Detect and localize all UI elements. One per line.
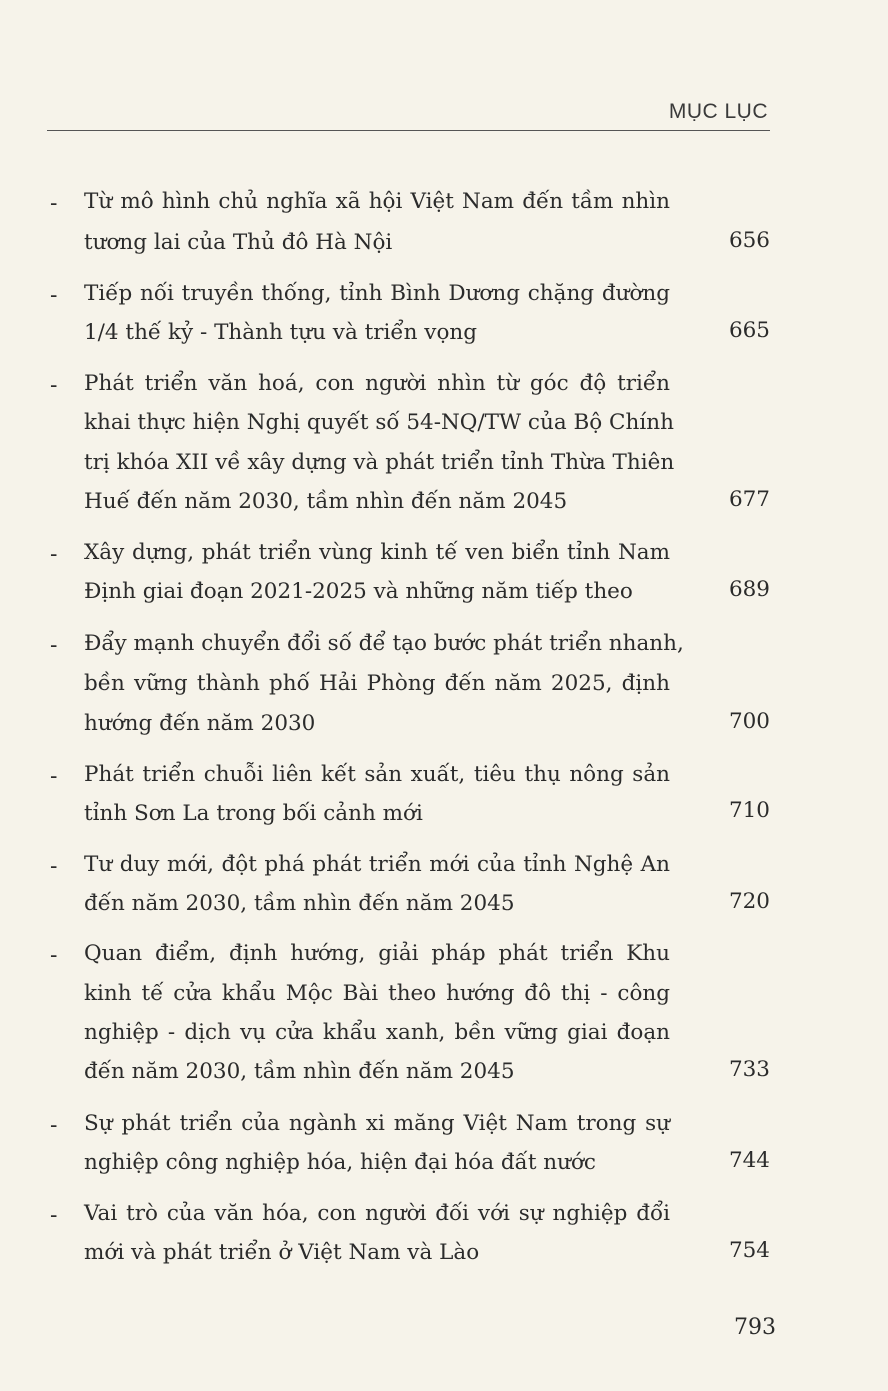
bullet-dash: -	[50, 191, 58, 216]
toc-page-number: 710	[728, 798, 770, 823]
bullet-dash: -	[50, 1113, 58, 1138]
toc-page-number: 754	[728, 1238, 770, 1263]
toc-entry-line: nghiệp - dịch vụ cửa khẩu xanh, bền vững giai đoạn	[84, 1020, 670, 1045]
toc-entry-line: kinh tế cửa khẩu Mộc Bài theo hướng đô thị - công	[84, 981, 670, 1006]
toc-page-number: 656	[728, 228, 770, 253]
toc-entry-line: Xây dựng, phát triển vùng kinh tế ven biển tỉnh Nam	[84, 540, 670, 565]
toc-page-number: 689	[728, 577, 770, 602]
toc-entry-line: 1/4 thế kỷ - Thành tựu và triển vọng	[84, 320, 477, 345]
toc-entry-line: nghiệp công nghiệp hóa, hiện đại hóa đất nước	[84, 1150, 596, 1175]
toc-entry-line: Huế đến năm 2030, tầm nhìn đến năm 2045	[84, 489, 568, 514]
toc-page-number: 720	[728, 889, 770, 914]
toc-page-number: 665	[728, 318, 770, 343]
bullet-dash: -	[50, 764, 58, 789]
toc-entry-line: khai thực hiện Nghị quyết số 54-NQ/TW của Bộ Chính	[84, 410, 674, 435]
toc-entry-line: Phát triển văn hoá, con người nhìn từ góc độ triển	[84, 371, 670, 396]
toc-entry-line: bền vững thành phố Hải Phòng đến năm 2025, định	[84, 671, 670, 696]
toc-entry-line: Tiếp nối truyền thống, tỉnh Bình Dương chặng đường	[84, 281, 670, 306]
toc-entry-line: mới và phát triển ở Việt Nam và Lào	[84, 1240, 480, 1265]
bullet-dash: -	[50, 1203, 58, 1228]
bullet-dash: -	[50, 943, 58, 968]
toc-entry-line: Tư duy mới, đột phá phát triển mới của tỉnh Nghệ An	[84, 852, 670, 877]
bullet-dash: -	[50, 373, 58, 398]
toc-entry-line: đến năm 2030, tầm nhìn đến năm 2045	[84, 891, 515, 916]
toc-entry-line: Định giai đoạn 2021-2025 và những năm tiếp theo	[84, 579, 633, 604]
page-number-footer: 793	[734, 1315, 776, 1340]
toc-entry-line: Từ mô hình chủ nghĩa xã hội Việt Nam đến tầm nhìn	[84, 189, 670, 214]
bullet-dash: -	[50, 542, 58, 567]
toc-entry-line: Quan điểm, định hướng, giải pháp phát triển Khu	[84, 941, 670, 966]
toc-entry-line: trị khóa XII về xây dựng và phát triển tỉnh Thừa Thiên	[84, 450, 675, 475]
bullet-dash: -	[50, 633, 58, 658]
toc-entry-line: đến năm 2030, tầm nhìn đến năm 2045	[84, 1059, 515, 1084]
toc-page-number: 677	[728, 487, 770, 512]
toc-entry-line: Đẩy mạnh chuyển đổi số để tạo bước phát triển nhanh,	[84, 631, 684, 656]
toc-page-number: 733	[728, 1057, 770, 1082]
toc-entry-line: Vai trò của văn hóa, con người đối với sự nghiệp đổi	[84, 1201, 670, 1226]
toc-entry-line: Phát triển chuỗi liên kết sản xuất, tiêu thụ nông sản	[84, 762, 670, 787]
toc-page-number: 744	[728, 1148, 770, 1173]
toc-entry-line: tương lai của Thủ đô Hà Nội	[84, 230, 393, 255]
toc-entry-line: hướng đến năm 2030	[84, 711, 316, 736]
toc-page-number: 700	[728, 709, 770, 734]
toc-entry-line: tỉnh Sơn La trong bối cảnh mới	[84, 801, 423, 826]
toc-entry-line: Sự phát triển của ngành xi măng Việt Nam trong sự	[84, 1111, 670, 1136]
bullet-dash: -	[50, 283, 58, 308]
header-title: MỤC LỤC	[668, 100, 768, 123]
bullet-dash: -	[50, 854, 58, 879]
